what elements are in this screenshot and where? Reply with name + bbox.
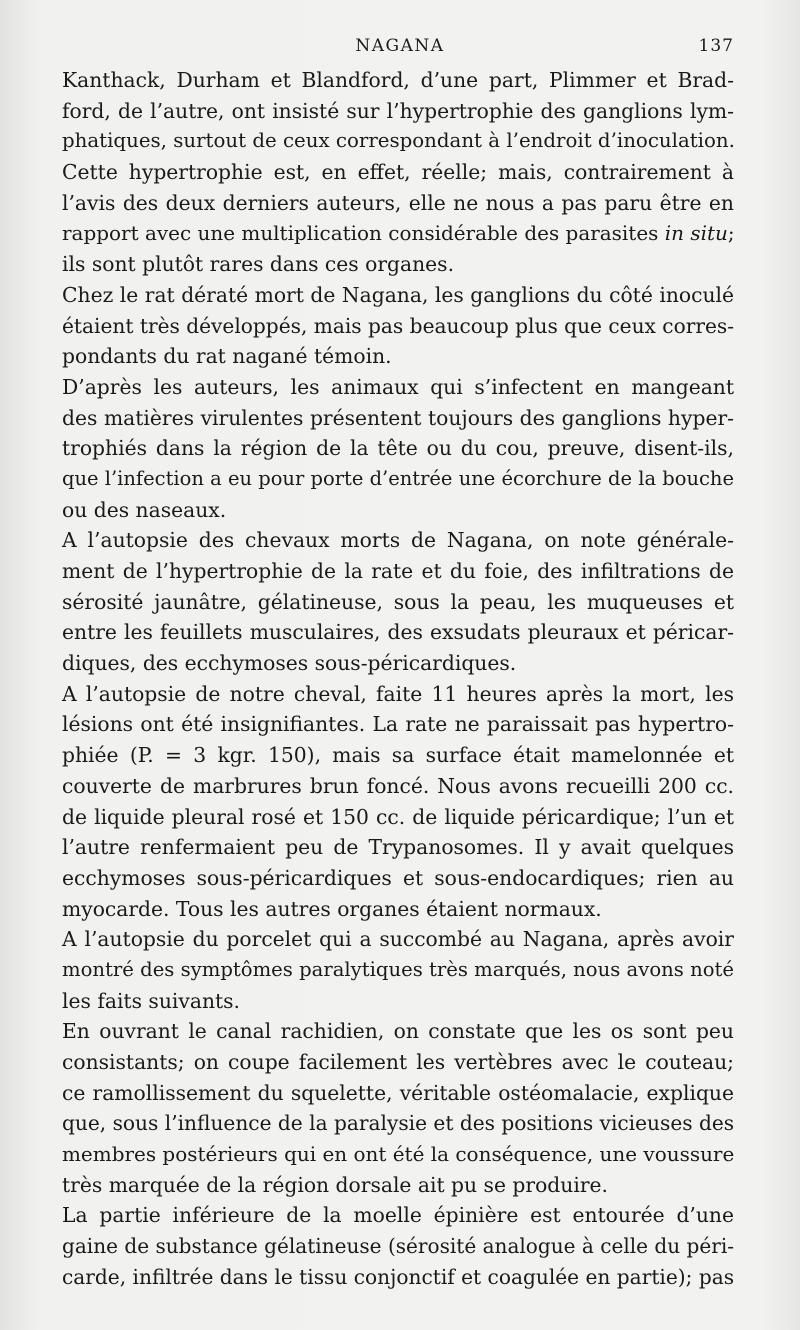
text-line: l’autre renfermaient peu de Trypanosomes. Il y avait quelques: [62, 835, 734, 860]
text-line: trophiés dans la région de la tête ou du cou, preuve, disent-ils,: [62, 436, 734, 461]
body-text: [62, 65, 734, 1293]
text-line: rapport avec une multiplication considérable des parasites in situ;: [62, 221, 735, 246]
text-line: de liquide pleural rosé et 150 cc. de liquide péricardique; l’un et: [62, 804, 734, 829]
text-line: étaient très développés, mais pas beaucoup plus que ceux corres-: [62, 313, 735, 338]
text-line: pondants du rat nagané témoin.: [62, 344, 392, 369]
text-line: que l’infection a eu pour porte d’entrée une écorchure de la bouche: [62, 466, 734, 490]
text-line: très marquée de la région dorsale ait pu se produire.: [62, 1172, 608, 1197]
text-line: entre les feuillets musculaires, des exsudats pleuraux et péricar-: [62, 620, 734, 645]
text-line: Chez le rat dératé mort de Nagana, les ganglions du côté inoculé: [62, 282, 734, 307]
text-line: A l’autopsie des chevaux morts de Nagana, on note générale-: [62, 528, 734, 553]
text-line: gaine de substance gélatineuse (sérosité analogue à celle du péri-: [62, 1234, 734, 1259]
punctuation: ;: [727, 221, 735, 246]
page-header: [0, 36, 800, 60]
text-line: ou des naseaux.: [62, 497, 227, 522]
paragraph: [62, 1016, 734, 1200]
page-number: 137: [698, 36, 734, 56]
text-line: couverte de marbrures brun foncé. Nous avons recueilli 200 cc.: [62, 773, 734, 798]
text-line: ce ramollissement du squelette, véritable ostéomalacie, explique: [62, 1080, 734, 1105]
text-line: Kanthack, Durham et Blandford, d’une part, Plimmer et Brad-: [62, 68, 734, 92]
text-line: les faits suivants.: [62, 988, 241, 1013]
text-line: consistants; on coupe facilement les vertèbres avec le couteau;: [62, 1050, 734, 1074]
text-line: En ouvrant le canal rachidien, on constate que les os sont peu: [62, 1019, 734, 1044]
italic-term: in situ: [664, 221, 728, 246]
text-line: A l’autopsie du porcelet qui a succombé au Nagana, après avoir: [62, 927, 734, 952]
paragraph: [62, 924, 734, 1016]
text-line: La partie inférieure de la moelle épinière est entourée d’une: [62, 1203, 734, 1228]
text-line: ford, de l’autre, ont insisté sur l’hypertrophie des ganglions lym-: [62, 98, 734, 123]
text-line: phiée (P. = 3 kgr. 150), mais sa surface était mamelonnée et: [62, 743, 734, 768]
paragraph: [62, 1200, 734, 1292]
text-line: phatiques, surtout de ceux correspondant à l’endroit d’inoculation.: [62, 129, 735, 153]
paragraph: [62, 525, 734, 678]
paragraph: [62, 372, 734, 525]
text-line: l’avis des deux derniers auteurs, elle ne nous a pas paru être en: [62, 190, 734, 215]
text-line: Cette hypertrophie est, en effet, réelle; mais, contrairement à: [62, 160, 734, 185]
text-line: D’après les auteurs, les animaux qui s’infectent en mangeant: [62, 374, 734, 399]
text-line: ecchymoses sous-péricardiques et sous-endocardiques; rien au: [62, 865, 734, 890]
text-line: carde, infiltrée dans le tissu conjonctif et coagulée en partie); pas: [62, 1264, 735, 1289]
paragraph: [62, 280, 734, 372]
text-line: ment de l’hypertrophie de la rate et du foie, des infiltrations de: [62, 559, 734, 583]
text-line: myocarde. Tous les autres organes étaient normaux.: [62, 896, 602, 921]
running-title: NAGANA: [355, 36, 445, 56]
text-line: lésions ont été insignifiantes. La rate ne paraissait pas hypertro-: [62, 712, 734, 737]
text-line: que, sous l’influence de la paralysie et des positions vicieuses des: [62, 1111, 735, 1136]
text-line: montré des symptômes paralytiques très marqués, nous avons noté: [62, 957, 734, 981]
text-line: sérosité jaunâtre, gélatineuse, sous la peau, les muqueuses et: [62, 589, 734, 614]
text-line: ils sont plutôt rares dans ces organes.: [62, 252, 455, 277]
text-line: A l’autopsie de notre cheval, faite 11 heures après la mort, les: [62, 681, 734, 706]
text-line: des matières virulentes présentent toujours des ganglions hyper-: [62, 405, 734, 430]
paragraph: [62, 65, 734, 280]
text-line: membres postérieurs qui en ont été la conséquence, une voussure: [62, 1142, 735, 1167]
text-line: diques, des ecchymoses sous-péricardiques.: [62, 651, 517, 676]
paragraph: [62, 679, 734, 925]
